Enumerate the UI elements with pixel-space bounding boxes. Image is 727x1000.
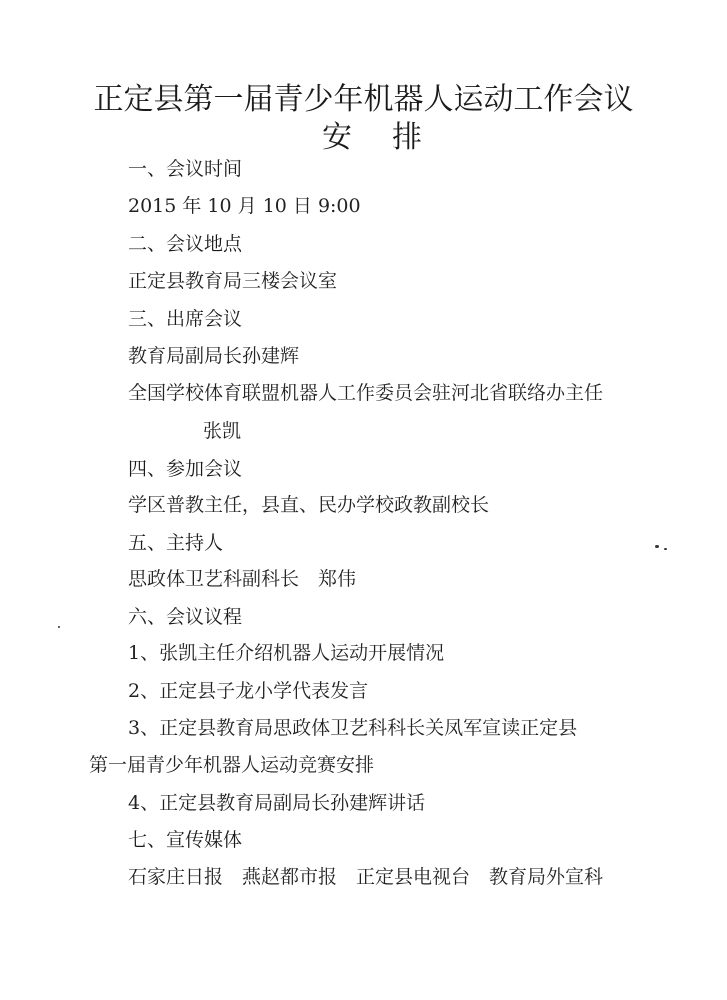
section-heading-participants: 四、参加会议 bbox=[128, 458, 243, 480]
meeting-time-value: 2015 年 10 月 10 日 9:00 bbox=[128, 195, 361, 217]
document-title-subtitle: 安排 bbox=[322, 120, 462, 155]
participants-value: 学区普教主任，县直、民办学校政教副校长 bbox=[128, 494, 490, 516]
media-value: 石家庄日报 燕赵都市报 正定县电视台 教育局外宣科 bbox=[128, 866, 604, 888]
attendee-line: 教育局副局长孙建辉 bbox=[128, 345, 300, 367]
scan-speck bbox=[664, 548, 667, 550]
agenda-item: 4、正定县教育局副局长孙建辉讲话 bbox=[128, 792, 426, 814]
scan-speck bbox=[58, 626, 60, 628]
document-title: 正定县第一届青少年机器人运动工作会议 bbox=[93, 82, 634, 117]
agenda-item: 1、张凯主任介绍机器人运动开展情况 bbox=[128, 642, 445, 664]
agenda-item-continuation: 第一届青少年机器人运动竞赛安排 bbox=[89, 754, 375, 776]
attendee-line: 全国学校体育联盟机器人工作委员会驻河北省联络办主任 bbox=[128, 382, 604, 404]
section-heading-location: 二、会议地点 bbox=[128, 233, 243, 255]
section-heading-host: 五、主持人 bbox=[128, 532, 224, 554]
agenda-item: 2、正定县子龙小学代表发言 bbox=[128, 680, 369, 702]
section-heading-media: 七、宣传媒体 bbox=[128, 829, 243, 851]
section-heading-agenda: 六、会议议程 bbox=[128, 606, 243, 628]
section-heading-time: 一、会议时间 bbox=[128, 158, 243, 180]
meeting-location-value: 正定县教育局三楼会议室 bbox=[128, 270, 338, 292]
attendee-line: 张凯 bbox=[203, 420, 242, 442]
scan-speck bbox=[655, 545, 659, 548]
section-heading-attendees: 三、出席会议 bbox=[128, 308, 243, 330]
agenda-item: 3、正定县教育局思政体卫艺科科长关凤军宣读正定县 bbox=[128, 717, 578, 739]
host-value: 思政体卫艺科副科长 郑伟 bbox=[128, 568, 357, 590]
